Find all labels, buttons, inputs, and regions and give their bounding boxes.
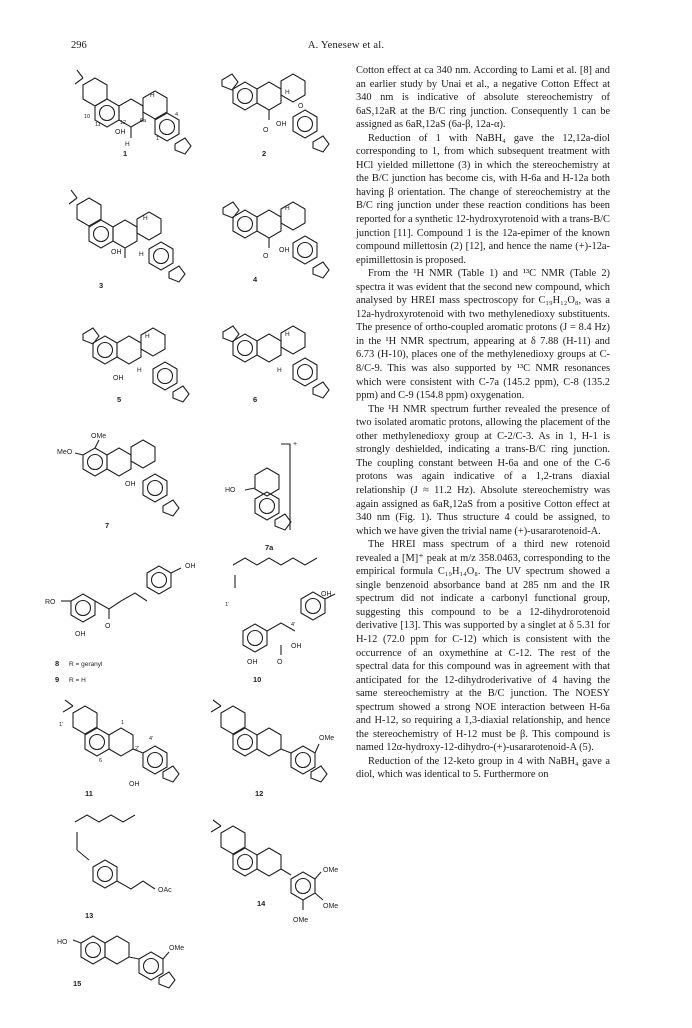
compound-label-5: 5: [117, 395, 122, 404]
structure-11-atom: 2': [135, 746, 140, 752]
structure-1-atom: H: [150, 92, 155, 99]
structure-4-atom: O: [263, 253, 269, 260]
paragraph-reduction-1: Reduction of 1 with NaBH₄ gave the 12,12a-diol corresponding to 1, from which subsequent treatment with HCl yielded millettone (3) in which the stereochemistry at the B/C junction has become cis, with H-6a and H-12a both having β orientation. The change of stereochemistry at the B/C ring junction under these reaction conditions has been reported for a synthetic 12-hydroxyrotenoid with a trans-B/C junction [11]. Compound 1 is the 12a-epimer of the known compound millettosin (2) [12], and hence the name (+)-12a-epimillettosin is proposed.: [356, 132, 610, 266]
structure-14-atom: OMe: [293, 917, 309, 924]
compound-label-7a: 7a: [265, 543, 274, 552]
structure-3-atom: H: [143, 215, 148, 222]
structure-1-atom: 12: [120, 120, 127, 126]
structure-15: [57, 936, 184, 988]
body-text-column: [356, 64, 610, 782]
structure-3: [69, 190, 185, 290]
paragraph-third-rotenoid: The HREI mass spectrum of a third new rotenoid revealed a [M]⁺ peak at m/z 358.0463, corresponding to the empirical formula C₁₉H₁₄O₈. The UV spectrum showed a single benzenoid absorbance band at 285 nm and the IR spectrum did not indicate a carbonyl functional group, suggesting this compound to be a 12-dihydrorotenoid derivative [13]. This was supported by a singlet at δ 5.31 for H-12 (72.0 ppm for C-12) which is consistent with the occurrence of an oxymethine at C-12. The rest of the spectral data for this compound was in agreement with that anticipated for the 12-dihydroderivative of 4 having the same stereochemistry at the B/C junction. The NOESY spectrum showed a strong NOE interaction between H-6a and H-12, so requiring a 1,3-diaxial relationship, and hence the stereochemistry of H-12 must be β. This compound is named 12α-hydroxy-12-dihydro-(+)-usararotenoid-A (5).: [356, 539, 610, 754]
structure-3-atom: H: [139, 251, 144, 258]
structure-12: [211, 700, 334, 798]
structure-4: [223, 202, 329, 284]
compound-label-9: 9: [55, 675, 60, 684]
paragraph-cotton-effect: Cotton effect at ca 340 nm. According to Lami et al. [8] and an earlier study by Unai et al., a negative Cotton Effect at 340 nm is indicative of absolute stereochemistry of 6aS,12aR at the B/C ring junction. Consequently 1 can be assigned as 6aR,12aS (6a-β, 12a-α).: [356, 65, 610, 131]
structure-12-atom: OMe: [319, 735, 335, 742]
structure-8-9-atom: OH: [75, 631, 86, 638]
compound-label-15: 15: [73, 979, 82, 988]
structure-4-atom: OH: [279, 247, 290, 254]
paragraph-nmr-methylenedioxy: The ¹H NMR spectrum further revealed the presence of two isolated aromatic protons, allowing the placement of the other methylenedioxy group at C-2/C-3. As in 1, H-1 is strongly deshielded, indicating a trans-B/C ring junction. The coupling constant between H-6a and one of the C-6 protons was again indicative of a 1,2-trans diaxial relationship (J ≈ 11.2 Hz). Absolute stereochemistry was again assigned as 6aR,12aS from a positive Cotton effect at 340 nm (Fig. 1). Thus structure 4 could be assigned, to which we have given the trivial name (+)-usararotenoid-A.: [356, 403, 610, 537]
structure-5-atom: OH: [113, 375, 124, 382]
structure-7-atom: MeO: [57, 449, 73, 456]
structure-1: [75, 70, 191, 158]
compound-label-13: 13: [85, 911, 94, 920]
structure-10-atom: OH: [247, 659, 258, 666]
structure-8-9-atom: OH: [185, 563, 196, 570]
structure-2-atom: O: [298, 103, 304, 110]
structure-1-atom: 1: [156, 136, 160, 142]
structure-1-atom: OH: [115, 129, 126, 136]
compound-note-8: R = geranyl: [69, 661, 103, 668]
compound-label-12: 12: [255, 789, 264, 798]
structure-7a-charge: +: [293, 441, 298, 448]
structure-11-atom: 1': [59, 722, 64, 728]
structure-10-atom: O: [277, 659, 283, 666]
structure-1-atom: 4: [175, 112, 179, 118]
structure-11-atom: 1: [121, 720, 125, 726]
structure-2-atom: H: [285, 89, 290, 96]
structure-10-atom: OH: [321, 591, 332, 598]
structure-11: [59, 700, 179, 798]
compound-label-14: 14: [257, 899, 266, 908]
running-head: [0, 40, 692, 56]
structure-7a: [225, 441, 297, 552]
structure-8-9-atom: RO: [45, 599, 56, 606]
structure-11-atom: 4': [149, 736, 154, 742]
structure-2: [222, 74, 329, 158]
paragraph-nmr-analysis: From the ¹H NMR (Table 1) and ¹³C NMR (Table 2) spectra it was evident that the second new compound, which analysed by HREI mass spectroscopy for C₁₉H₁₂O₈, was a 12a-hydroxyrotenoid with two methylenedioxy substituents. The presence of ortho-coupled aromatic protons (J = 8.4 Hz) in the ¹H NMR spectrum, appearing at δ 7.88 (H-11) and 6.73 (H-10), places one of the methylenedioxy groups at C-8/C-9. This was also supported by ¹³C NMR resonances which were consistent with C-7a (145.2 ppm), C-8 (135.2 ppm) and C-9 (154.8 ppm) oxygenation.: [356, 268, 610, 402]
page-number: 296: [71, 40, 87, 51]
compound-label-1: 1: [123, 149, 128, 158]
structure-14-atom: OMe: [323, 903, 339, 910]
structure-7a-atom: HO: [225, 487, 236, 494]
structure-6-atom: H: [285, 331, 290, 338]
structure-8-9-atom: O: [105, 623, 111, 630]
structure-10-atom: 1': [225, 602, 230, 608]
structure-6-atom: H: [277, 367, 282, 374]
structure-5-atom: H: [145, 333, 150, 340]
structure-10-atom: 4': [291, 622, 296, 628]
compound-label-2: 2: [262, 149, 267, 158]
structure-1-atom: 6a: [140, 118, 147, 124]
structure-11-atom: OH: [129, 781, 140, 788]
compound-label-4: 4: [253, 275, 258, 284]
structure-13-atom: OAc: [158, 887, 172, 894]
structure-7-atom: OMe: [91, 433, 107, 440]
structure-10-atom: OH: [291, 643, 302, 650]
structure-5-atom: H: [137, 367, 142, 374]
structure-1-atom: H: [125, 141, 130, 148]
structure-14-atom: OMe: [323, 867, 339, 874]
structure-2-atom: OH: [276, 121, 287, 128]
compound-label-6: 6: [253, 395, 258, 404]
structure-2-atom: O: [263, 127, 269, 134]
structure-7-atom: OH: [125, 481, 136, 488]
running-authors: A. Yenesew et al.: [307, 40, 385, 51]
compound-label-11: 11: [85, 789, 93, 798]
structure-figure-column: [45, 60, 345, 990]
structure-7: [57, 433, 179, 530]
structure-15-atom: HO: [57, 939, 68, 946]
structure-11-atom: 6: [99, 758, 103, 764]
structure-1-atom: 10: [84, 114, 91, 120]
compound-label-10: 10: [253, 675, 262, 684]
compound-label-3: 3: [99, 281, 104, 290]
compound-note-9: R = H: [69, 677, 86, 684]
structure-6: [223, 326, 329, 404]
structure-3-atom: OH: [111, 249, 122, 256]
structure-14: [211, 820, 338, 924]
chemical-structures: [45, 60, 345, 990]
structure-1-atom: 11: [95, 122, 101, 128]
structure-13: [75, 815, 172, 920]
compound-label-7: 7: [105, 521, 110, 530]
structure-15-atom: OMe: [169, 945, 185, 952]
compound-label-8: 8: [55, 659, 60, 668]
structure-8-9: [45, 563, 196, 684]
structure-4-atom: H: [285, 205, 290, 212]
paragraph-reduction-4: Reduction of the 12-keto group in 4 with NaBH₄ gave a diol, which was identical to 5. Furthermore on: [356, 755, 610, 781]
structure-10: [225, 558, 335, 684]
structure-5: [83, 328, 189, 404]
